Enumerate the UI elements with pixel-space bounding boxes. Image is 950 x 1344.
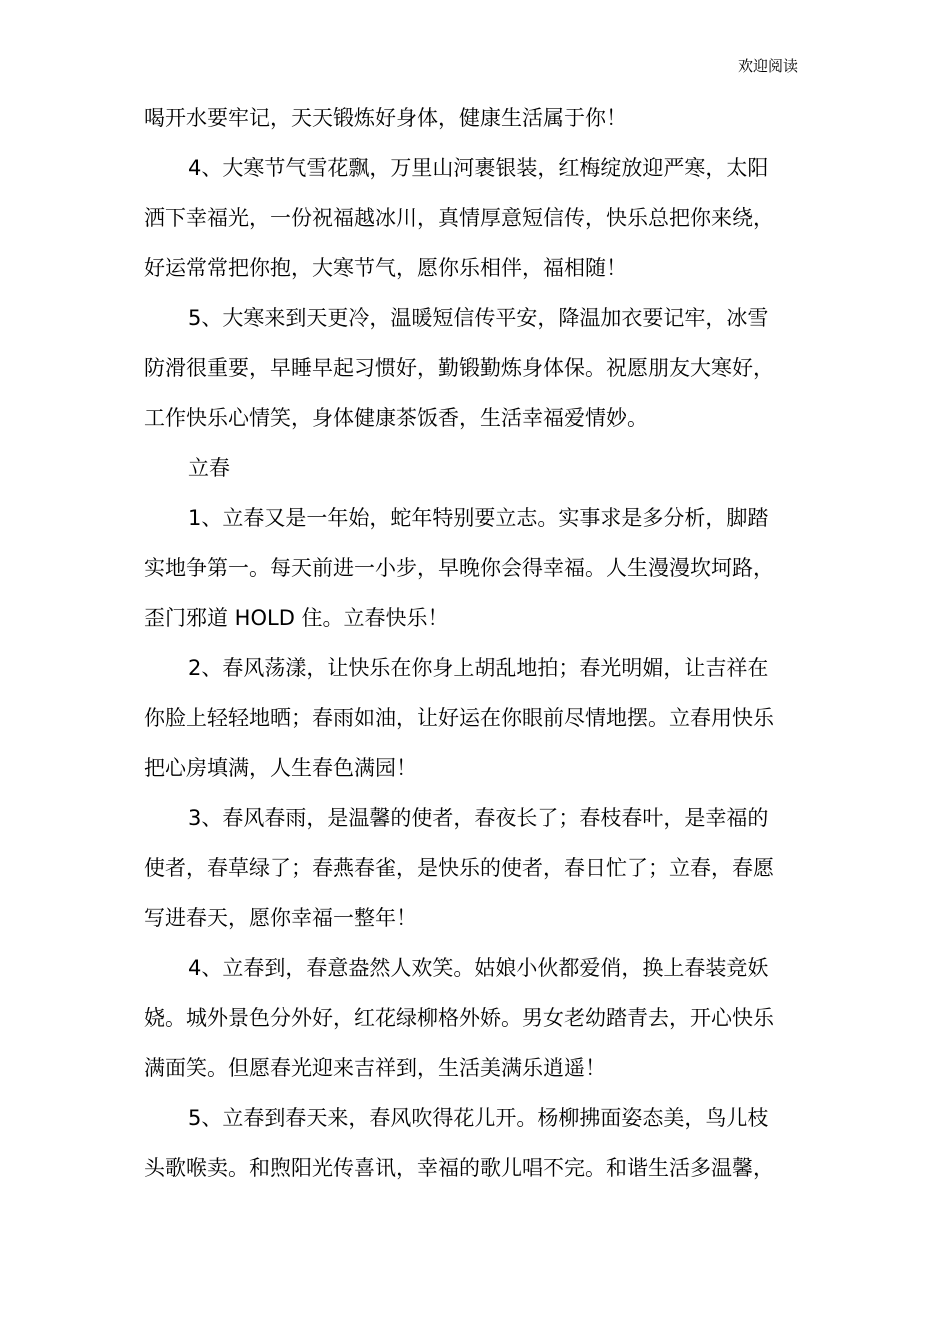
page-header: 欢迎阅读 — [737, 57, 798, 75]
text-line: 头歌喉卖。和煦阳光传喜讯，幸福的歌儿唱不完。和谐生活多温馨， — [144, 1156, 774, 1180]
text-line: 5、大寒来到天更冷，温暖短信传平安，降温加衣要记牢，冰雪 — [188, 306, 769, 330]
text-line: 4、立春到，春意盎然人欢笑。姑娘小伙都爱俏，换上春装竞妖 — [188, 956, 769, 980]
text-line: 喝开水要牢记，天天锻炼好身体，健康生活属于你！ — [144, 106, 627, 130]
text-line: 娆。城外景色分外好，红花绿柳格外娇。男女老幼踏青去，开心快乐 — [144, 1006, 774, 1030]
text-line: 使者，春草绿了；春燕春雀，是快乐的使者，春日忙了；立春，春愿 — [144, 856, 774, 880]
text-line: 你脸上轻轻地晒；春雨如油，让好运在你眼前尽情地摆。立春用快乐 — [144, 706, 774, 730]
text-line: 写进春天，愿你幸福一整年！ — [144, 906, 417, 930]
text-line: 3、春风春雨，是温馨的使者，春夜长了；春枝春叶，是幸福的 — [188, 806, 769, 830]
text-line: 洒下幸福光，一份祝福越冰川，真情厚意短信传，快乐总把你来绕， — [144, 206, 774, 230]
document-body — [144, 93, 824, 1193]
text-line: 2、春风荡漾，让快乐在你身上胡乱地拍；春光明媚，让吉祥在 — [188, 656, 769, 680]
text-line: 5、立春到春天来，春风吹得花儿开。杨柳拂面姿态美，鸟儿枝 — [188, 1106, 769, 1130]
text-line: 歪门邪道 HOLD 住。立春快乐！ — [144, 606, 449, 630]
text-line: 实地争第一。每天前进一小步，早晚你会得幸福。人生漫漫坎坷路， — [144, 556, 774, 580]
text-line: 工作快乐心情笑，身体健康茶饭香，生活幸福爱情妙。 — [144, 406, 648, 430]
text-line: 把心房填满，人生春色满园！ — [144, 756, 417, 780]
text-line: 好运常常把你抱，大寒节气，愿你乐相伴，福相随！ — [144, 256, 627, 280]
text-line: 满面笑。但愿春光迎来吉祥到，生活美满乐逍遥！ — [144, 1056, 606, 1080]
section-heading: 立春 — [188, 456, 230, 480]
text-line: 1、立春又是一年始，蛇年特别要立志。实事求是多分析，脚踏 — [188, 506, 769, 530]
text-line: 防滑很重要，早睡早起习惯好，勤锻勤炼身体保。祝愿朋友大寒好， — [144, 356, 774, 380]
text-line: 4、大寒节气雪花飘，万里山河裹银装，红梅绽放迎严寒，太阳 — [188, 156, 769, 180]
